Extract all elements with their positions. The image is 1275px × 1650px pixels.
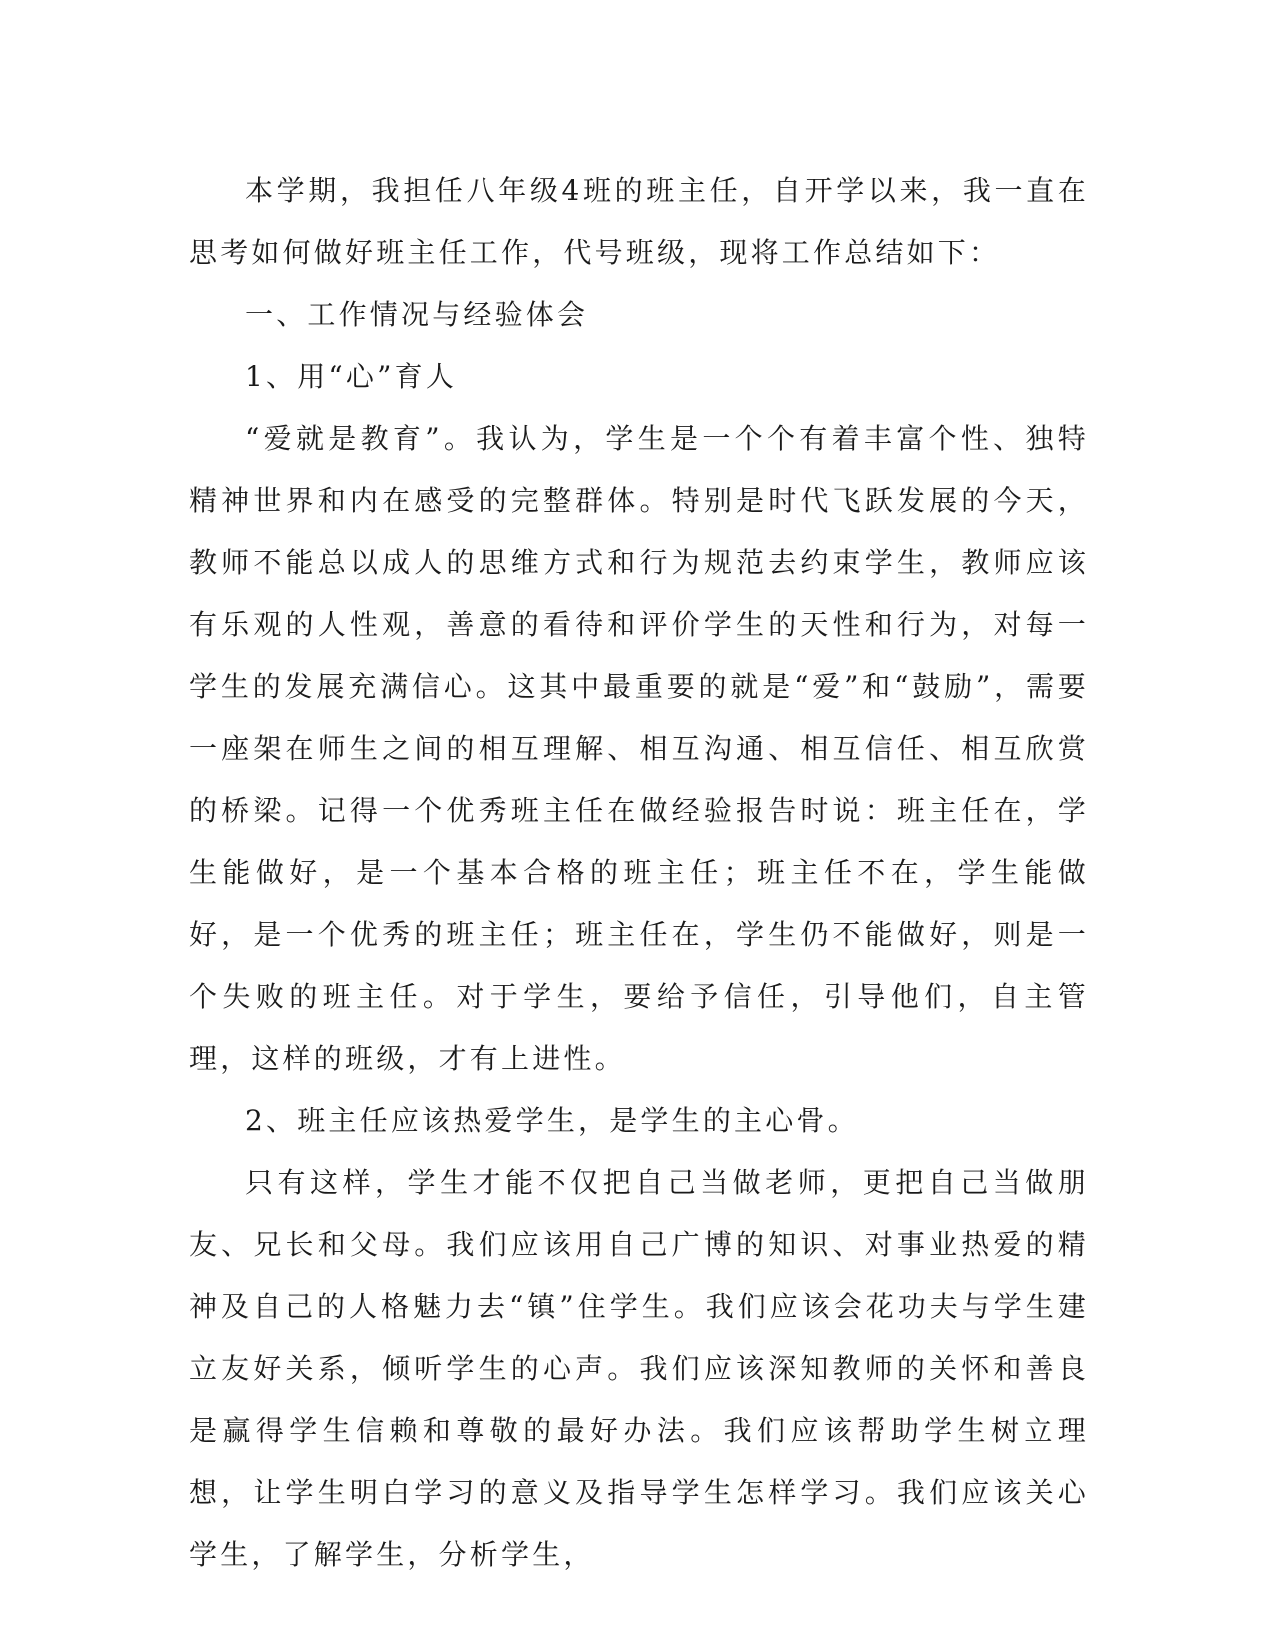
section-heading: 一、工作情况与经验体会 xyxy=(245,298,589,331)
subheading-2: 2、班主任应该热爱学生，是学生的主心骨。 xyxy=(245,1104,859,1137)
paragraph-love-education: “爱就是教育”。我认为，学生是一个个有着丰富个性、独特精神世界和内在感受的完整群体。特别是时代飞跃发展的今天，教师不能总以成人的思维方式和行为规范去约束学生，教师应该有乐观的人性观，善意的看待和评价学生的天性和行为，对每一学生的发展充满信心。这其中最重要的就是“爱”和“鼓励”，需要一座架在师生之间的相互理解、相互沟通、相互信任、相互欣赏的桥梁。记得一个优秀班主任在做经验报告时说：班主任在，学生能做好，是一个基本合格的班主任；班主任不在，学生能做好，是一个优秀的班主任；班主任在，学生仍不能做好，则是一个失败的班主任。对于学生，要给予信任，引导他们，自主管理，这样的班级，才有上进性。 xyxy=(189,422,1089,1075)
document-body xyxy=(189,160,1089,1586)
paragraph-intro: 本学期，我担任八年级4班的班主任，自开学以来，我一直在思考如何做好班主任工作，代号班级，现将工作总结如下： xyxy=(189,174,1089,269)
paragraph-teacher-role: 只有这样，学生才能不仅把自己当做老师，更把自己当做朋友、兄长和父母。我们应该用自己广博的知识、对事业热爱的精神及自己的人格魅力去“镇”住学生。我们应该会花功夫与学生建立友好关系，倾听学生的心声。我们应该深知教师的关怀和善良是赢得学生信赖和尊敬的最好办法。我们应该帮助学生树立理想，让学生明白学习的意义及指导学生怎样学习。我们应该关心学生，了解学生，分析学生， xyxy=(189,1166,1089,1571)
subheading-1: 1、用“心”育人 xyxy=(245,360,458,393)
